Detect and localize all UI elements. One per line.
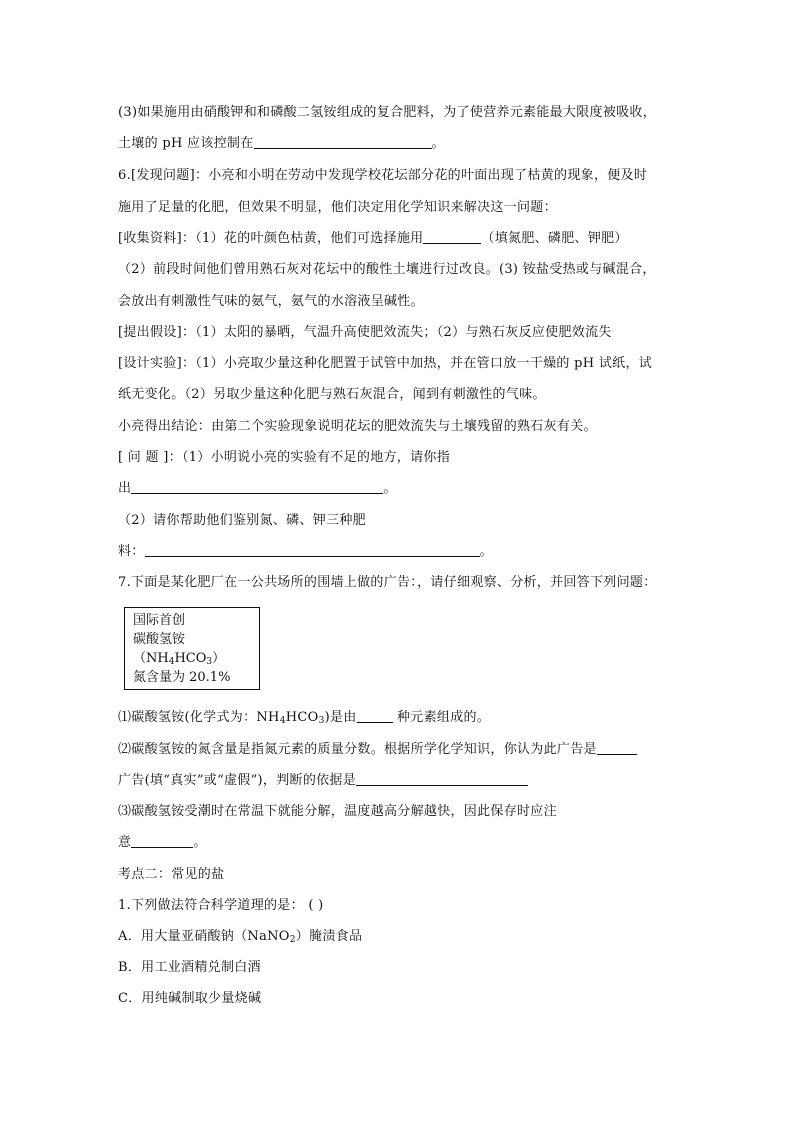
q5-3-line2: 土壤的 pH 应该控制在 。 <box>118 136 445 151</box>
q6-collect-line1: [收集资料]：（1）花的叶颜色枯黄，他们可选择施用 （填氮肥、磷肥、钾肥） <box>118 231 628 246</box>
q6-intro-line1: 6.[发现问题]：小亮和小明在劳动中发现学校花坛部分花的叶面出现了枯黄的现象，便及时 <box>118 168 648 183</box>
q7-part1: ⑴碳酸氢铵(化学式为：$NH_4HCO_3$)是由 种元素组成的。 <box>118 710 491 726</box>
q6-intro-line2: 施用了足量的化肥，但效果不明显，他们决定用化学知识来解决这一问题： <box>118 200 557 215</box>
q7-part3-line2: 意 。 <box>118 835 207 850</box>
q6-conclusion: 小亮得出结论：由第二个实验现象说明花坛的肥效流失与土壤残留的熟石灰有关。 <box>118 419 597 434</box>
q6-answer2: 料： 。 <box>118 544 493 559</box>
ad-formula: $(NH_4HCO_3)$ <box>133 651 226 667</box>
s2-q1-option-a: A．用大量亚硝酸钠（NaNO$_2$）腌渍食品 <box>118 929 363 945</box>
q6-question2: （2）请你帮助他们鉴别氮、磷、钾三种肥 <box>118 513 366 528</box>
q6-experiment-line1: [设计实验]：（1）小亮取少量这种化肥置于试管中加热，并在管口放一干燥的 pH 试纸，试 <box>118 356 653 371</box>
answer-blank-identify[interactable] <box>145 543 480 557</box>
q6-answer1: 出 。 <box>118 481 397 496</box>
advertisement-box <box>124 607 260 690</box>
answer-blank-basis[interactable] <box>356 772 528 786</box>
q7-part2-line1: ⑵碳酸氢铵的氮含量是指氮元素的质量分数。根据所学化学知识，你认为此广告是 <box>118 741 637 759</box>
answer-blank-true-false[interactable] <box>597 741 637 755</box>
ad-line2: 碳酸氢铵 <box>133 632 186 647</box>
answer-blank-elements[interactable] <box>357 709 393 723</box>
answer-blank-ph[interactable] <box>254 135 432 149</box>
ad-line4: 氮含量为 20.1% <box>133 670 231 685</box>
s2-q1-option-c: C．用纯碱制取少量烧碱 <box>118 991 262 1006</box>
answer-blank-storage[interactable] <box>131 834 193 848</box>
section-heading: 考点二：常见的盐 <box>118 867 225 882</box>
answer-blank-fertilizer[interactable] <box>423 230 481 244</box>
q6-collect-line2: （2）前段时间他们曾用熟石灰对花坛中的酸性土壤进行过改良。(3) 铵盐受热或与碱混合， <box>118 262 656 277</box>
ad-line1: 国际首创 <box>133 613 186 628</box>
q6-experiment-line2: 纸无变化。（2）另取少量这种化肥与熟石灰混合，闻到有刺激性的气味。 <box>118 387 546 402</box>
s2-q1: 1.下列做法符合科学道理的是： ( ) <box>118 898 324 913</box>
q6-collect-line3: 会放出有刺激性气味的氨气，氨气的水溶液呈碱性。 <box>118 294 424 309</box>
q7-part3-line1: ⑶碳酸氢铵受潮时在常温下就能分解，温度越高分解越快，因此保存时应注 <box>118 804 557 819</box>
q6-hypothesis: [提出假设]：（1）太阳的暴晒，气温升高使肥效流失；（2）与熟石灰反应使肥效流失 <box>118 325 612 340</box>
answer-blank-shortcoming[interactable] <box>131 480 383 494</box>
q5-3-line1: (3)如果施用由硝酸钾和和磷酸二氢铵组成的复合肥料，为了使营养元素能最大限度被吸收， <box>118 105 657 120</box>
q6-question1: [ 问 题 ]：（1）小明说小亮的实验有不足的地方，请你指 <box>118 450 451 465</box>
q7-part2-line2: 广告(填“真实”或“虚假”)，判断的依据是 <box>118 772 528 790</box>
s2-q1-option-b: B．用工业酒精兑制白酒 <box>118 960 261 975</box>
q7-intro: 7.下面是某化肥厂在一公共场所的围墙上做的广告：，请仔细观察、分析，并回答下列问题： <box>118 575 657 590</box>
